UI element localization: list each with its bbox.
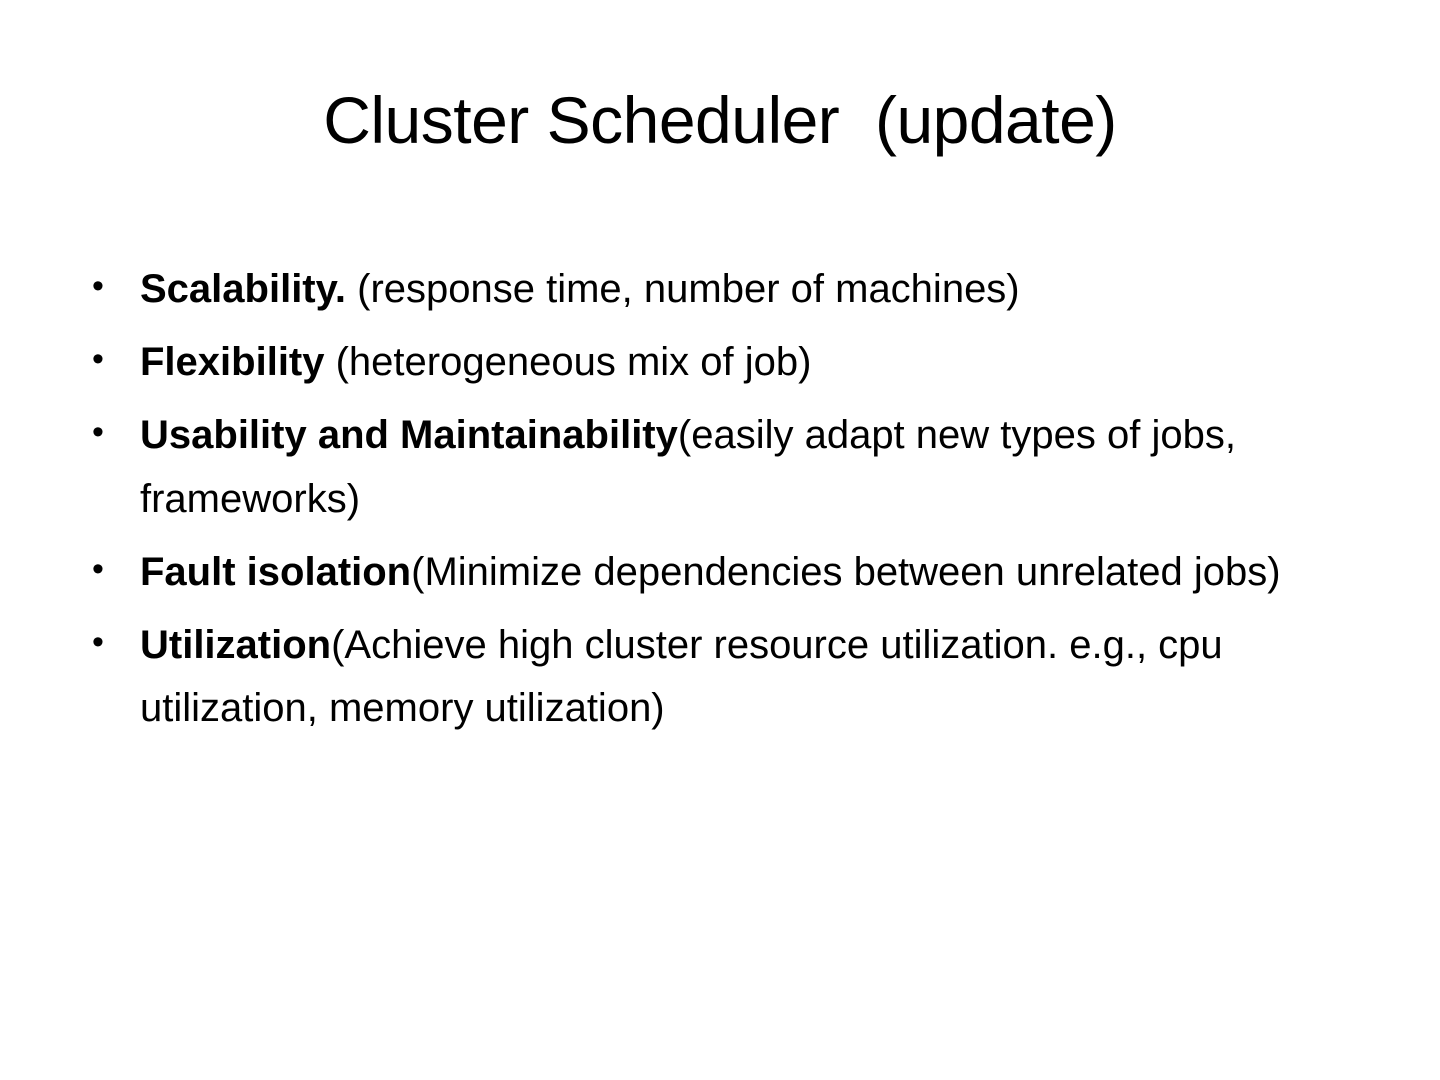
bullet-rest: (easily adapt new types of jobs, frameworks) (140, 413, 1236, 521)
bullet-lead: Usability and Maintainability (140, 413, 678, 458)
bullet-lead: Flexibility (140, 340, 325, 385)
list-item (78, 331, 1380, 394)
bullet-rest: (response time, number of machines) (346, 267, 1020, 311)
bullet-rest: (Achieve high cluster resource utilization. e.g., cpu utilization, memory utilization) (140, 622, 1223, 731)
bullet-lead: Utilization (140, 622, 332, 667)
bullet-lead: Fault isolation (140, 549, 412, 594)
list-item (78, 541, 1380, 604)
bullet-lead: Scalability. (140, 267, 347, 311)
bullet-rest: (heterogeneous mix of job) (324, 340, 812, 385)
list-item (78, 614, 1380, 740)
list-item (78, 258, 1380, 321)
bullet-list (78, 258, 1380, 750)
bullet-rest: (Minimize dependencies between unrelated jobs) (411, 549, 1281, 594)
page-title: Cluster Scheduler (update) (323, 83, 1117, 157)
list-item (78, 404, 1380, 530)
